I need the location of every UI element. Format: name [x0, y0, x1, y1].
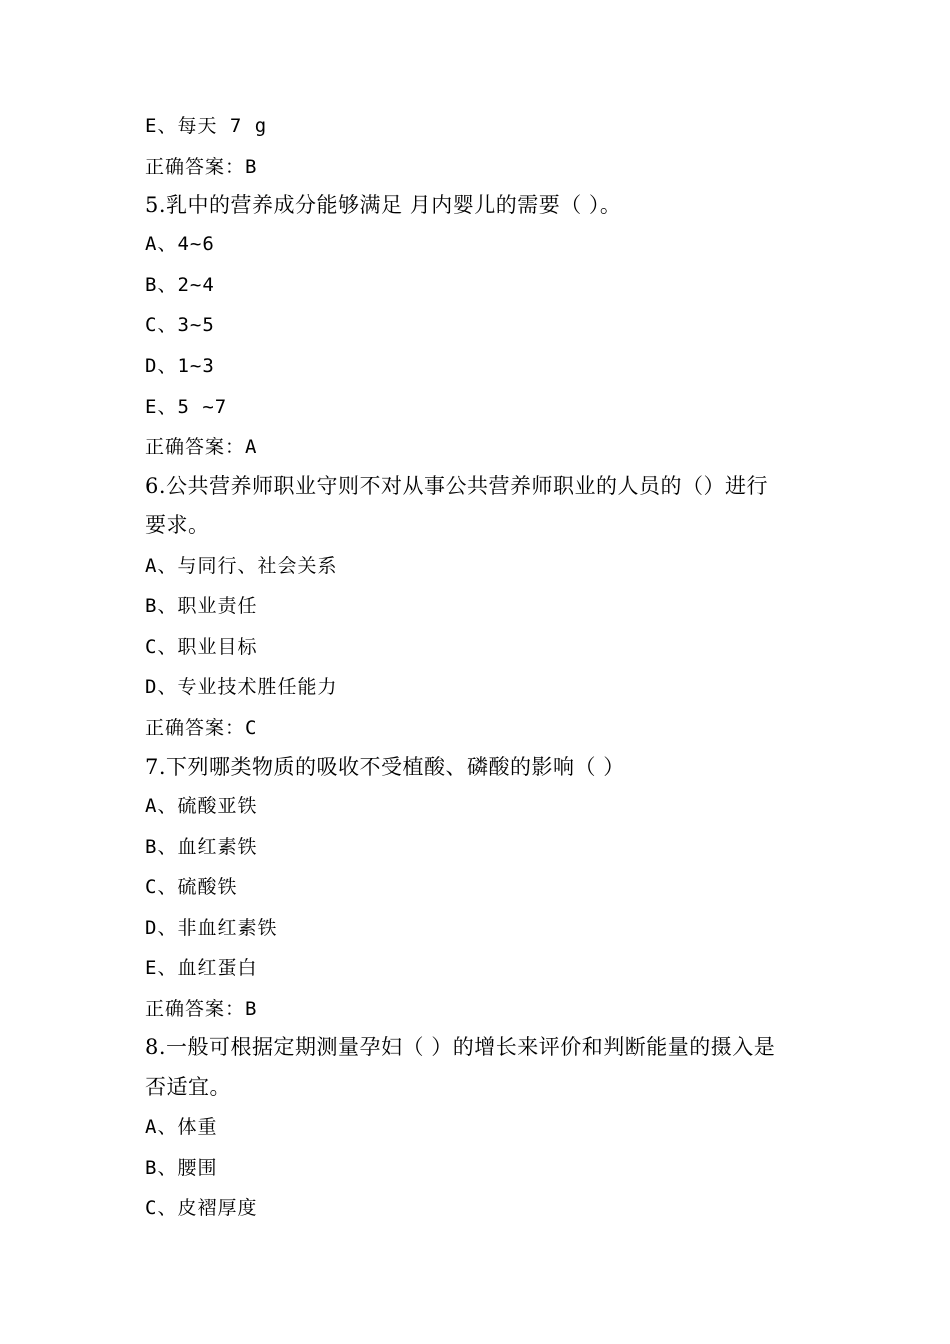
option-a-q5: A、4~6: [145, 233, 215, 255]
answer-q4: 正确答案：B: [145, 156, 258, 178]
question-5: 5.乳中的营养成分能够满足 月内婴儿的需要（ ）。: [145, 193, 622, 217]
question-7: 7.下列哪类物质的吸收不受植酸、磷酸的影响（ ）: [145, 755, 625, 779]
option-b-q7: B、血红素铁: [145, 836, 258, 858]
question-6-cont: 要求。: [145, 513, 210, 537]
option-a-q7: A、硫酸亚铁: [145, 795, 258, 817]
option-e-q7: E、血红蛋白: [145, 957, 258, 979]
answer-q5: 正确答案：A: [145, 436, 258, 458]
option-d-q5: D、1~3: [145, 355, 215, 377]
option-e-q4: E、每天 7 g: [145, 115, 268, 137]
option-e-q5: E、5 ~7: [145, 396, 228, 418]
option-c-q6: C、职业目标: [145, 636, 258, 658]
option-b-q6: B、职业责任: [145, 595, 258, 617]
option-c-q5: C、3~5: [145, 314, 215, 336]
answer-q7: 正确答案：B: [145, 998, 258, 1020]
answer-q6: 正确答案：C: [145, 717, 258, 739]
option-d-q6: D、专业技术胜任能力: [145, 676, 338, 698]
option-b-q5: B、2~4: [145, 274, 215, 296]
option-a-q6: A、与同行、社会关系: [145, 555, 338, 577]
option-c-q8: C、皮褶厚度: [145, 1197, 258, 1219]
question-8: 8.一般可根据定期测量孕妇（ ）的增长来评价和判断能量的摄入是: [145, 1035, 776, 1059]
option-d-q7: D、非血红素铁: [145, 917, 278, 939]
question-6: 6.公共营养师职业守则不对从事公共营养师职业的人员的（）进行: [145, 474, 769, 498]
option-b-q8: B、腰围: [145, 1157, 218, 1179]
option-a-q8: A、体重: [145, 1116, 218, 1138]
question-8-cont: 否适宜。: [145, 1075, 231, 1099]
option-c-q7: C、硫酸铁: [145, 876, 238, 898]
